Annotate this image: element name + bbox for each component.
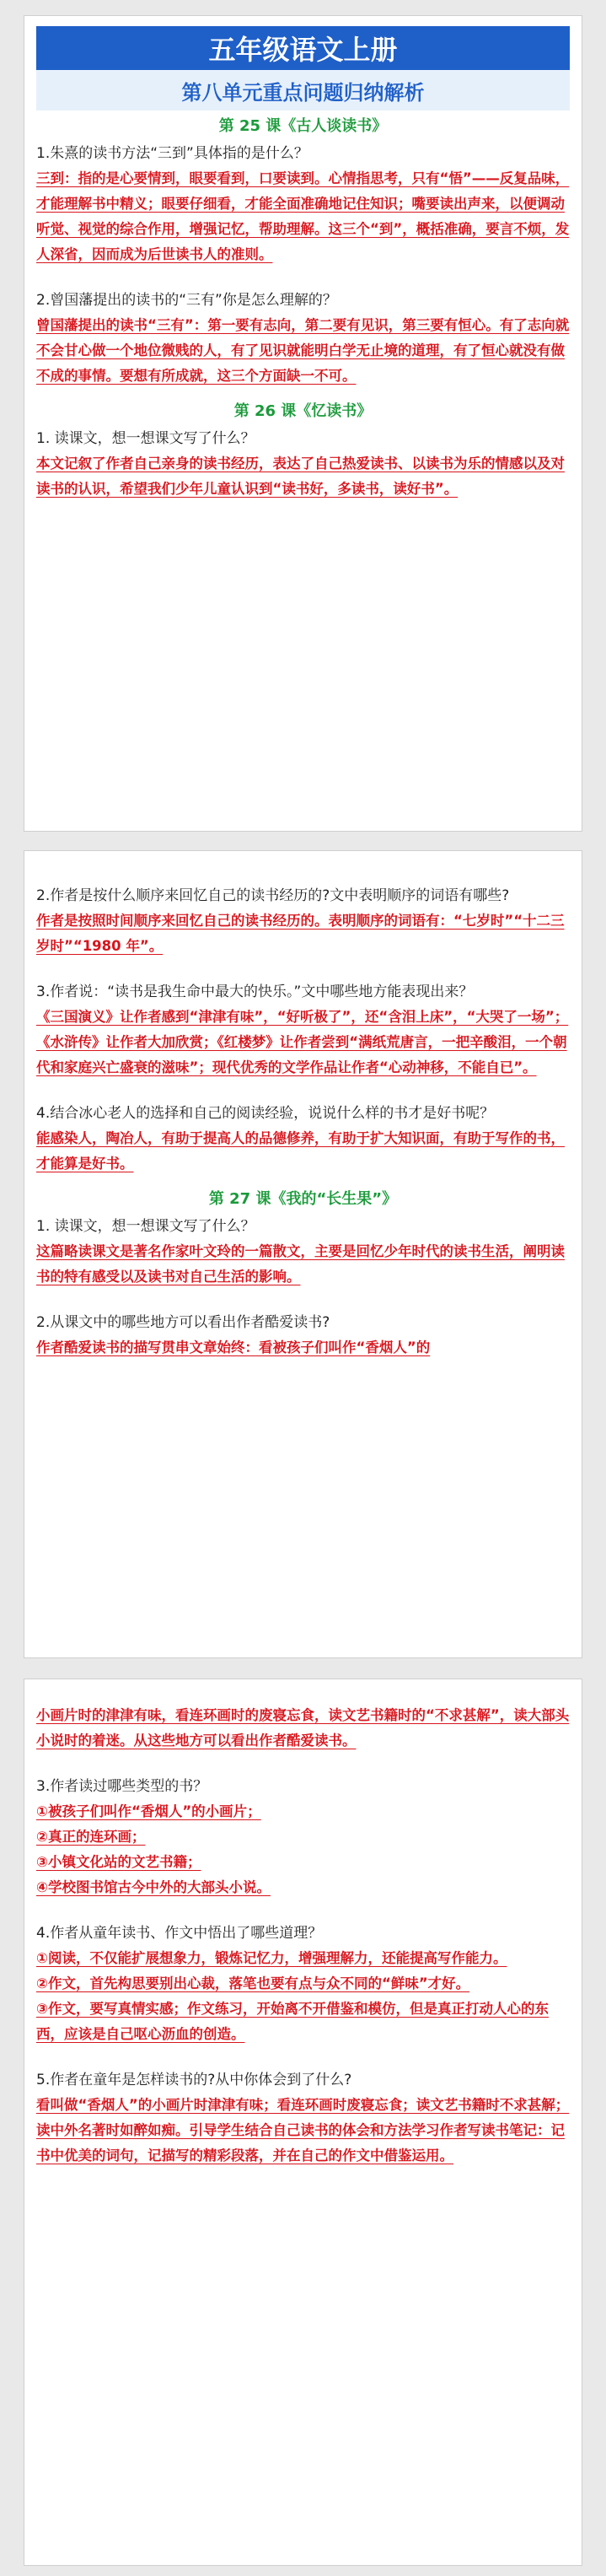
answer: 三到：指的是心要情到，眼要看到，口要读到。心情指思考，只有“悟”——反复品味，才能理解书中精义；眼要仔细看，才能全面准确地记住知识；嘴要读出声来，以便调动听觉、视觉的综合作用，增强记忆，帮助理解。这三个“到”，概括准确，要言不烦，发人深省，因而成为后世读书人的准则。 (36, 170, 570, 262)
page-3 (24, 1679, 582, 2566)
page-subtitle: 第八单元重点问题归纳解析 (36, 70, 570, 110)
page-2 (24, 850, 582, 1658)
answer: 曾国藩提出的读书“三有”：第一要有志向，第二要有见识，第三要有恒心。有了志向就不会甘心做一个地位微贱的人，有了见识就能明白学无止境的道理，有了恒心就没有做不成的事情。要想有所成就，这三个方面缺一不可。 (36, 317, 570, 384)
question: 4.结合冰心老人的选择和自己的阅读经验，说说什么样的书才是好书呢？ (36, 1105, 495, 1122)
answer: 《三国演义》让作者感到“津津有味”，“好听极了”，还“含泪上床”，“大哭了一场”；《水浒传》让作者大加欣赏；《红楼梦》让作者尝到“满纸荒唐言，一把辛酸泪，一个朝代和家庭兴亡盛衰的滋味”；现代优秀的文学作品让作者“心动神移，不能自已”。 (36, 1009, 569, 1075)
lesson-heading-26: 第 26 课《忆读书》 (233, 402, 373, 420)
page-title: 五年级语文上册 (36, 26, 570, 70)
question: 3.作者说：“读书是我生命中最大的快乐。”文中哪些地方能表现出来？ (36, 984, 474, 1000)
answer-item: ①阅读，不仅能扩展想象力，锻炼记忆力，增强理解力，还能提高写作能力。 (36, 1950, 507, 1966)
answer-item: ②作文，首先构思要别出心裁，落笔也要有点与众不同的“鲜味”才好。 (36, 1975, 470, 1991)
question: 2.曾国藩提出的读书的“三有”你是怎么理解的？ (36, 292, 337, 309)
question: 5.作者在童年是怎样读书的?从中你体会到了什么? (36, 2072, 352, 2088)
answer-item: ①被孩子们叫作“香烟人”的小画片； (36, 1803, 261, 1819)
question: 1.朱熹的读书方法“三到”具体指的是什么？ (36, 145, 308, 162)
question: 1. 读课文，想一想课文写了什么？ (36, 1218, 255, 1235)
answer-item: ③小镇文化站的文艺书籍； (36, 1854, 201, 1870)
answer: 能感染人，陶冶人，有助于提高人的品德修养，有助于扩大知识面，有助于写作的书，才能算是好书。 (36, 1130, 565, 1172)
answer-item: ②真正的连环画； (36, 1829, 146, 1845)
answer: 这篇略读课文是著名作家叶文玲的一篇散文，主要是回忆少年时代的读书生活，阐明读书的特有感受以及读书对自己生活的影响。 (36, 1243, 565, 1285)
page-1 (24, 15, 582, 832)
question: 1. 读课文，想一想课文写了什么？ (36, 430, 255, 447)
answer-item: ④学校图书馆古今中外的大部头小说。 (36, 1879, 271, 1895)
question: 2.从课文中的哪些地方可以看出作者酷爱读书? (36, 1314, 330, 1331)
lesson-heading-25: 第 25 课《古人谈读书》 (218, 117, 388, 135)
answer: 小画片时的津津有味，看连环画时的废寝忘食，读文艺书籍时的“不求甚解”，读大部头小说时的着迷。从这些地方可以看出作者酷爱读书。 (36, 1707, 570, 1749)
answer: 作者酷爱读书的描写贯串文章始终：看被孩子们叫作“香烟人”的 (36, 1339, 431, 1355)
header-banner (36, 26, 570, 110)
answer: 作者是按照时间顺序来回忆自己的读书经历的。表明顺序的词语有：“七岁时”“十二三岁时”“1980 年”。 (36, 913, 565, 954)
question: 4.作者从童年读书、作文中悟出了哪些道理？ (36, 1925, 323, 1942)
question: 2.作者是按什么顺序来回忆自己的读书经历的?文中表明顺序的词语有哪些? (36, 887, 510, 904)
answer-item: ③作文，要写真情实感；作文练习，开始离不开借鉴和模仿，但是真正打动人心的东西，应该是自己呕心沥血的创造。 (36, 2001, 549, 2042)
lesson-heading-27: 第 27 课《我的“长生果”》 (208, 1190, 398, 1208)
question: 3.作者读过哪些类型的书？ (36, 1778, 208, 1795)
answer: 看叫做“香烟人”的小画片时津津有味；看连环画时废寝忘食；读文艺书籍时不求甚解；读中外名著时如醉如痴。引导学生结合自己读书的体会和方法学习作者写读书笔记：记书中优美的词句，记描写的精彩段落，并在自己的作文中借鉴运用。 (36, 2097, 570, 2164)
answer: 本文记叙了作者自己亲身的读书经历，表达了自己热爱读书、以读书为乐的情感以及对读书的认识，希望我们少年儿童认识到“读书好，多读书，读好书”。 (36, 455, 565, 497)
